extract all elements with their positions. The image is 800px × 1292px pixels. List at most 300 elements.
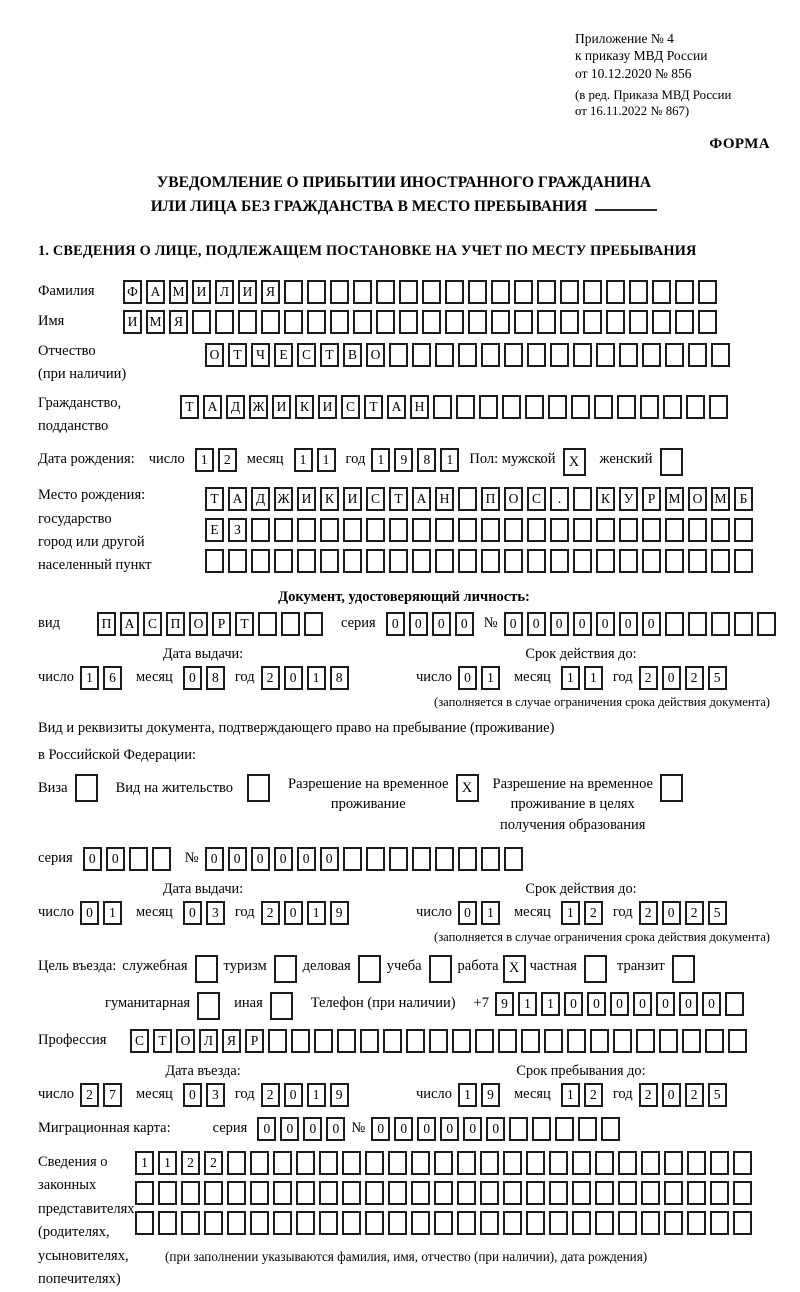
char-cell[interactable] [550, 518, 569, 542]
char-cell[interactable] [215, 310, 234, 334]
char-cell[interactable]: 0 [527, 612, 546, 636]
char-cell[interactable] [572, 1211, 591, 1235]
char-cell[interactable] [296, 1151, 315, 1175]
char-cell[interactable] [296, 1211, 315, 1235]
char-cell[interactable] [481, 343, 500, 367]
char-cell[interactable]: О [366, 343, 385, 367]
char-cell[interactable] [389, 518, 408, 542]
char-cell[interactable]: 0 [80, 901, 99, 925]
char-cell[interactable] [238, 310, 257, 334]
char-cell[interactable]: 9 [394, 448, 413, 472]
char-cell[interactable]: 1 [561, 901, 580, 925]
char-cell[interactable] [296, 1181, 315, 1205]
char-cell[interactable]: 0 [564, 992, 583, 1016]
char-cell[interactable] [757, 612, 776, 636]
char-cell[interactable] [652, 310, 671, 334]
char-cell[interactable]: 1 [135, 1151, 154, 1175]
char-cell[interactable] [664, 1181, 683, 1205]
char-cell[interactable] [504, 549, 523, 573]
char-cell[interactable]: К [320, 487, 339, 511]
char-cell[interactable] [613, 1029, 632, 1053]
char-cell[interactable] [596, 549, 615, 573]
char-cell[interactable]: Ч [251, 343, 270, 367]
char-cell[interactable] [504, 518, 523, 542]
rvp-checkbox[interactable]: X [456, 774, 479, 802]
char-cell[interactable] [618, 1151, 637, 1175]
char-cell[interactable]: 5 [708, 901, 727, 925]
char-cell[interactable] [642, 343, 661, 367]
char-cell[interactable] [526, 1151, 545, 1175]
char-cell[interactable]: 1 [80, 666, 99, 690]
purpose-study-checkbox[interactable] [429, 955, 452, 983]
char-cell[interactable]: 1 [584, 666, 603, 690]
char-cell[interactable] [502, 395, 521, 419]
char-cell[interactable] [330, 280, 349, 304]
char-cell[interactable]: Я [261, 280, 280, 304]
char-cell[interactable] [389, 549, 408, 573]
purpose-business-checkbox[interactable] [358, 955, 381, 983]
char-cell[interactable]: Т [364, 395, 383, 419]
char-cell[interactable] [711, 549, 730, 573]
char-cell[interactable] [353, 280, 372, 304]
char-cell[interactable] [457, 1211, 476, 1235]
char-cell[interactable] [636, 1029, 655, 1053]
char-cell[interactable] [573, 343, 592, 367]
char-cell[interactable] [711, 518, 730, 542]
char-cell[interactable] [555, 1117, 574, 1141]
char-cell[interactable]: О [504, 487, 523, 511]
char-cell[interactable] [135, 1211, 154, 1235]
char-cell[interactable] [250, 1211, 269, 1235]
char-cell[interactable]: Н [435, 487, 454, 511]
char-cell[interactable]: 8 [330, 666, 349, 690]
char-cell[interactable] [619, 343, 638, 367]
char-cell[interactable] [573, 549, 592, 573]
char-cell[interactable]: 1 [294, 448, 313, 472]
char-cell[interactable] [457, 1151, 476, 1175]
char-cell[interactable]: Р [642, 487, 661, 511]
char-cell[interactable] [606, 280, 625, 304]
char-cell[interactable] [452, 1029, 471, 1053]
char-cell[interactable] [435, 549, 454, 573]
char-cell[interactable] [337, 1029, 356, 1053]
char-cell[interactable] [342, 1181, 361, 1205]
char-cell[interactable] [445, 310, 464, 334]
char-cell[interactable]: 5 [708, 1083, 727, 1107]
char-cell[interactable] [181, 1181, 200, 1205]
char-cell[interactable]: И [318, 395, 337, 419]
char-cell[interactable] [652, 280, 671, 304]
char-cell[interactable]: Р [212, 612, 231, 636]
char-cell[interactable] [228, 549, 247, 573]
char-cell[interactable] [135, 1181, 154, 1205]
char-cell[interactable]: 1 [158, 1151, 177, 1175]
char-cell[interactable] [481, 549, 500, 573]
char-cell[interactable]: 0 [458, 666, 477, 690]
char-cell[interactable] [503, 1181, 522, 1205]
char-cell[interactable] [480, 1151, 499, 1175]
char-cell[interactable] [304, 612, 323, 636]
char-cell[interactable] [698, 310, 717, 334]
char-cell[interactable]: Ж [274, 487, 293, 511]
char-cell[interactable]: И [123, 310, 142, 334]
char-cell[interactable] [291, 1029, 310, 1053]
char-cell[interactable] [204, 1211, 223, 1235]
char-cell[interactable]: 6 [103, 666, 122, 690]
char-cell[interactable]: 0 [409, 612, 428, 636]
char-cell[interactable]: 7 [103, 1083, 122, 1107]
char-cell[interactable]: 0 [284, 901, 303, 925]
char-cell[interactable] [353, 310, 372, 334]
char-cell[interactable]: Т [153, 1029, 172, 1053]
char-cell[interactable]: И [238, 280, 257, 304]
char-cell[interactable]: М [711, 487, 730, 511]
char-cell[interactable]: В [343, 343, 362, 367]
char-cell[interactable]: И [192, 280, 211, 304]
purpose-work-checkbox[interactable]: X [503, 955, 526, 983]
char-cell[interactable] [573, 518, 592, 542]
char-cell[interactable]: 0 [183, 901, 202, 925]
char-cell[interactable] [273, 1151, 292, 1175]
char-cell[interactable]: Т [320, 343, 339, 367]
char-cell[interactable]: 0 [106, 847, 125, 871]
char-cell[interactable] [595, 1211, 614, 1235]
char-cell[interactable] [411, 1211, 430, 1235]
char-cell[interactable] [268, 1029, 287, 1053]
char-cell[interactable]: 0 [458, 901, 477, 925]
char-cell[interactable] [734, 549, 753, 573]
char-cell[interactable]: С [130, 1029, 149, 1053]
char-cell[interactable]: 0 [619, 612, 638, 636]
char-cell[interactable] [521, 1029, 540, 1053]
char-cell[interactable] [297, 518, 316, 542]
char-cell[interactable] [514, 310, 533, 334]
char-cell[interactable] [687, 1211, 706, 1235]
char-cell[interactable]: 2 [584, 901, 603, 925]
char-cell[interactable] [619, 549, 638, 573]
char-cell[interactable] [527, 343, 546, 367]
char-cell[interactable]: . [550, 487, 569, 511]
char-cell[interactable] [549, 1211, 568, 1235]
char-cell[interactable]: 2 [639, 1083, 658, 1107]
char-cell[interactable]: 1 [307, 1083, 326, 1107]
sex-male-checkbox[interactable]: X [563, 448, 586, 476]
char-cell[interactable] [376, 280, 395, 304]
char-cell[interactable] [503, 1151, 522, 1175]
char-cell[interactable]: 1 [561, 666, 580, 690]
char-cell[interactable] [458, 343, 477, 367]
char-cell[interactable]: 0 [284, 1083, 303, 1107]
char-cell[interactable] [399, 310, 418, 334]
char-cell[interactable] [458, 847, 477, 871]
char-cell[interactable] [594, 395, 613, 419]
char-cell[interactable]: Е [205, 518, 224, 542]
char-cell[interactable] [629, 310, 648, 334]
char-cell[interactable] [456, 395, 475, 419]
char-cell[interactable] [509, 1117, 528, 1141]
char-cell[interactable]: 1 [458, 1083, 477, 1107]
char-cell[interactable] [399, 280, 418, 304]
char-cell[interactable]: 0 [486, 1117, 505, 1141]
char-cell[interactable] [572, 1181, 591, 1205]
char-cell[interactable] [319, 1211, 338, 1235]
char-cell[interactable] [629, 280, 648, 304]
purpose-tourism-checkbox[interactable] [274, 955, 297, 983]
char-cell[interactable] [388, 1151, 407, 1175]
char-cell[interactable]: 0 [280, 1117, 299, 1141]
char-cell[interactable] [330, 310, 349, 334]
char-cell[interactable] [320, 518, 339, 542]
char-cell[interactable] [320, 549, 339, 573]
char-cell[interactable]: 0 [596, 612, 615, 636]
char-cell[interactable]: 0 [417, 1117, 436, 1141]
char-cell[interactable] [642, 518, 661, 542]
purpose-transit-checkbox[interactable] [672, 955, 695, 983]
char-cell[interactable]: 0 [371, 1117, 390, 1141]
char-cell[interactable]: 0 [587, 992, 606, 1016]
char-cell[interactable]: 0 [257, 1117, 276, 1141]
char-cell[interactable]: 8 [417, 448, 436, 472]
char-cell[interactable] [710, 1181, 729, 1205]
char-cell[interactable] [227, 1181, 246, 1205]
char-cell[interactable] [640, 395, 659, 419]
char-cell[interactable]: 0 [642, 612, 661, 636]
char-cell[interactable] [567, 1029, 586, 1053]
char-cell[interactable]: О [688, 487, 707, 511]
purpose-humanitarian-checkbox[interactable] [197, 992, 220, 1020]
char-cell[interactable]: О [205, 343, 224, 367]
char-cell[interactable] [665, 518, 684, 542]
char-cell[interactable] [710, 1151, 729, 1175]
char-cell[interactable] [445, 280, 464, 304]
char-cell[interactable] [342, 1151, 361, 1175]
char-cell[interactable]: 0 [251, 847, 270, 871]
char-cell[interactable] [284, 280, 303, 304]
char-cell[interactable] [526, 1181, 545, 1205]
char-cell[interactable] [526, 1211, 545, 1235]
char-cell[interactable] [641, 1151, 660, 1175]
char-cell[interactable] [366, 549, 385, 573]
char-cell[interactable]: П [166, 612, 185, 636]
char-cell[interactable] [227, 1151, 246, 1175]
char-cell[interactable]: 0 [463, 1117, 482, 1141]
char-cell[interactable]: Н [410, 395, 429, 419]
char-cell[interactable] [480, 1211, 499, 1235]
char-cell[interactable] [389, 343, 408, 367]
char-cell[interactable] [709, 395, 728, 419]
char-cell[interactable]: 2 [639, 666, 658, 690]
char-cell[interactable] [514, 280, 533, 304]
char-cell[interactable] [365, 1211, 384, 1235]
char-cell[interactable] [342, 1211, 361, 1235]
char-cell[interactable] [688, 549, 707, 573]
char-cell[interactable] [383, 1029, 402, 1053]
char-cell[interactable]: 0 [610, 992, 629, 1016]
char-cell[interactable] [388, 1181, 407, 1205]
char-cell[interactable] [319, 1181, 338, 1205]
char-cell[interactable] [481, 518, 500, 542]
char-cell[interactable] [733, 1151, 752, 1175]
char-cell[interactable]: Д [226, 395, 245, 419]
char-cell[interactable]: 0 [504, 612, 523, 636]
char-cell[interactable]: Ж [249, 395, 268, 419]
char-cell[interactable] [618, 1181, 637, 1205]
char-cell[interactable] [688, 518, 707, 542]
char-cell[interactable] [606, 310, 625, 334]
char-cell[interactable] [583, 280, 602, 304]
char-cell[interactable] [366, 847, 385, 871]
char-cell[interactable]: 0 [662, 1083, 681, 1107]
char-cell[interactable]: 0 [284, 666, 303, 690]
char-cell[interactable] [181, 1211, 200, 1235]
char-cell[interactable]: Т [205, 487, 224, 511]
char-cell[interactable]: У [619, 487, 638, 511]
char-cell[interactable] [152, 847, 171, 871]
char-cell[interactable] [205, 549, 224, 573]
char-cell[interactable]: 1 [307, 666, 326, 690]
char-cell[interactable] [665, 612, 684, 636]
char-cell[interactable] [596, 518, 615, 542]
char-cell[interactable]: 0 [662, 666, 681, 690]
char-cell[interactable]: 8 [206, 666, 225, 690]
char-cell[interactable] [343, 518, 362, 542]
char-cell[interactable]: 0 [320, 847, 339, 871]
char-cell[interactable] [498, 1029, 517, 1053]
char-cell[interactable]: 0 [386, 612, 405, 636]
char-cell[interactable] [365, 1181, 384, 1205]
char-cell[interactable]: А [120, 612, 139, 636]
char-cell[interactable] [273, 1181, 292, 1205]
char-cell[interactable] [274, 549, 293, 573]
char-cell[interactable] [710, 1211, 729, 1235]
char-cell[interactable]: К [295, 395, 314, 419]
char-cell[interactable] [479, 395, 498, 419]
char-cell[interactable] [686, 395, 705, 419]
char-cell[interactable] [360, 1029, 379, 1053]
char-cell[interactable] [458, 518, 477, 542]
purpose-other-checkbox[interactable] [270, 992, 293, 1020]
char-cell[interactable]: 0 [679, 992, 698, 1016]
char-cell[interactable] [258, 612, 277, 636]
char-cell[interactable] [573, 487, 592, 511]
char-cell[interactable]: С [527, 487, 546, 511]
char-cell[interactable] [251, 518, 270, 542]
char-cell[interactable] [687, 1151, 706, 1175]
char-cell[interactable]: 9 [481, 1083, 500, 1107]
char-cell[interactable]: 1 [317, 448, 336, 472]
char-cell[interactable]: 0 [83, 847, 102, 871]
char-cell[interactable]: С [297, 343, 316, 367]
char-cell[interactable] [560, 310, 579, 334]
char-cell[interactable]: М [169, 280, 188, 304]
char-cell[interactable]: 1 [440, 448, 459, 472]
char-cell[interactable] [504, 847, 523, 871]
char-cell[interactable]: Б [734, 487, 753, 511]
char-cell[interactable]: А [228, 487, 247, 511]
char-cell[interactable] [664, 1211, 683, 1235]
char-cell[interactable]: 2 [204, 1151, 223, 1175]
char-cell[interactable] [560, 280, 579, 304]
char-cell[interactable] [343, 847, 362, 871]
char-cell[interactable]: Л [215, 280, 234, 304]
char-cell[interactable]: 0 [183, 666, 202, 690]
char-cell[interactable] [571, 395, 590, 419]
char-cell[interactable]: 1 [103, 901, 122, 925]
char-cell[interactable] [617, 395, 636, 419]
char-cell[interactable]: Р [245, 1029, 264, 1053]
char-cell[interactable]: 1 [518, 992, 537, 1016]
char-cell[interactable] [366, 518, 385, 542]
char-cell[interactable] [435, 518, 454, 542]
char-cell[interactable] [273, 1211, 292, 1235]
char-cell[interactable]: М [146, 310, 165, 334]
char-cell[interactable] [544, 1029, 563, 1053]
char-cell[interactable] [388, 1211, 407, 1235]
char-cell[interactable] [129, 847, 148, 871]
char-cell[interactable] [406, 1029, 425, 1053]
char-cell[interactable] [250, 1181, 269, 1205]
char-cell[interactable]: 0 [297, 847, 316, 871]
char-cell[interactable] [429, 1029, 448, 1053]
char-cell[interactable] [307, 310, 326, 334]
char-cell[interactable] [537, 310, 556, 334]
char-cell[interactable] [158, 1181, 177, 1205]
char-cell[interactable] [711, 612, 730, 636]
char-cell[interactable] [504, 343, 523, 367]
char-cell[interactable]: 0 [303, 1117, 322, 1141]
char-cell[interactable] [281, 612, 300, 636]
char-cell[interactable]: А [412, 487, 431, 511]
char-cell[interactable]: 1 [541, 992, 560, 1016]
char-cell[interactable]: Е [274, 343, 293, 367]
char-cell[interactable] [705, 1029, 724, 1053]
char-cell[interactable] [618, 1211, 637, 1235]
char-cell[interactable]: Т [235, 612, 254, 636]
char-cell[interactable]: И [297, 487, 316, 511]
char-cell[interactable]: 1 [371, 448, 390, 472]
char-cell[interactable] [365, 1151, 384, 1175]
char-cell[interactable] [468, 280, 487, 304]
char-cell[interactable] [687, 1181, 706, 1205]
char-cell[interactable]: 0 [702, 992, 721, 1016]
char-cell[interactable] [665, 343, 684, 367]
char-cell[interactable]: П [97, 612, 116, 636]
char-cell[interactable]: 2 [639, 901, 658, 925]
char-cell[interactable]: Л [199, 1029, 218, 1053]
char-cell[interactable] [659, 1029, 678, 1053]
char-cell[interactable] [619, 518, 638, 542]
char-cell[interactable]: 0 [662, 901, 681, 925]
char-cell[interactable]: 0 [633, 992, 652, 1016]
char-cell[interactable] [663, 395, 682, 419]
char-cell[interactable] [389, 847, 408, 871]
char-cell[interactable] [468, 310, 487, 334]
char-cell[interactable]: 2 [261, 901, 280, 925]
char-cell[interactable] [435, 343, 454, 367]
char-cell[interactable]: 2 [181, 1151, 200, 1175]
char-cell[interactable] [537, 280, 556, 304]
char-cell[interactable]: 2 [261, 666, 280, 690]
rvp-education-checkbox[interactable] [660, 774, 683, 802]
char-cell[interactable] [688, 612, 707, 636]
char-cell[interactable]: Я [169, 310, 188, 334]
char-cell[interactable] [435, 847, 454, 871]
char-cell[interactable] [549, 1181, 568, 1205]
char-cell[interactable] [307, 280, 326, 304]
char-cell[interactable] [734, 518, 753, 542]
char-cell[interactable] [491, 310, 510, 334]
char-cell[interactable] [503, 1211, 522, 1235]
